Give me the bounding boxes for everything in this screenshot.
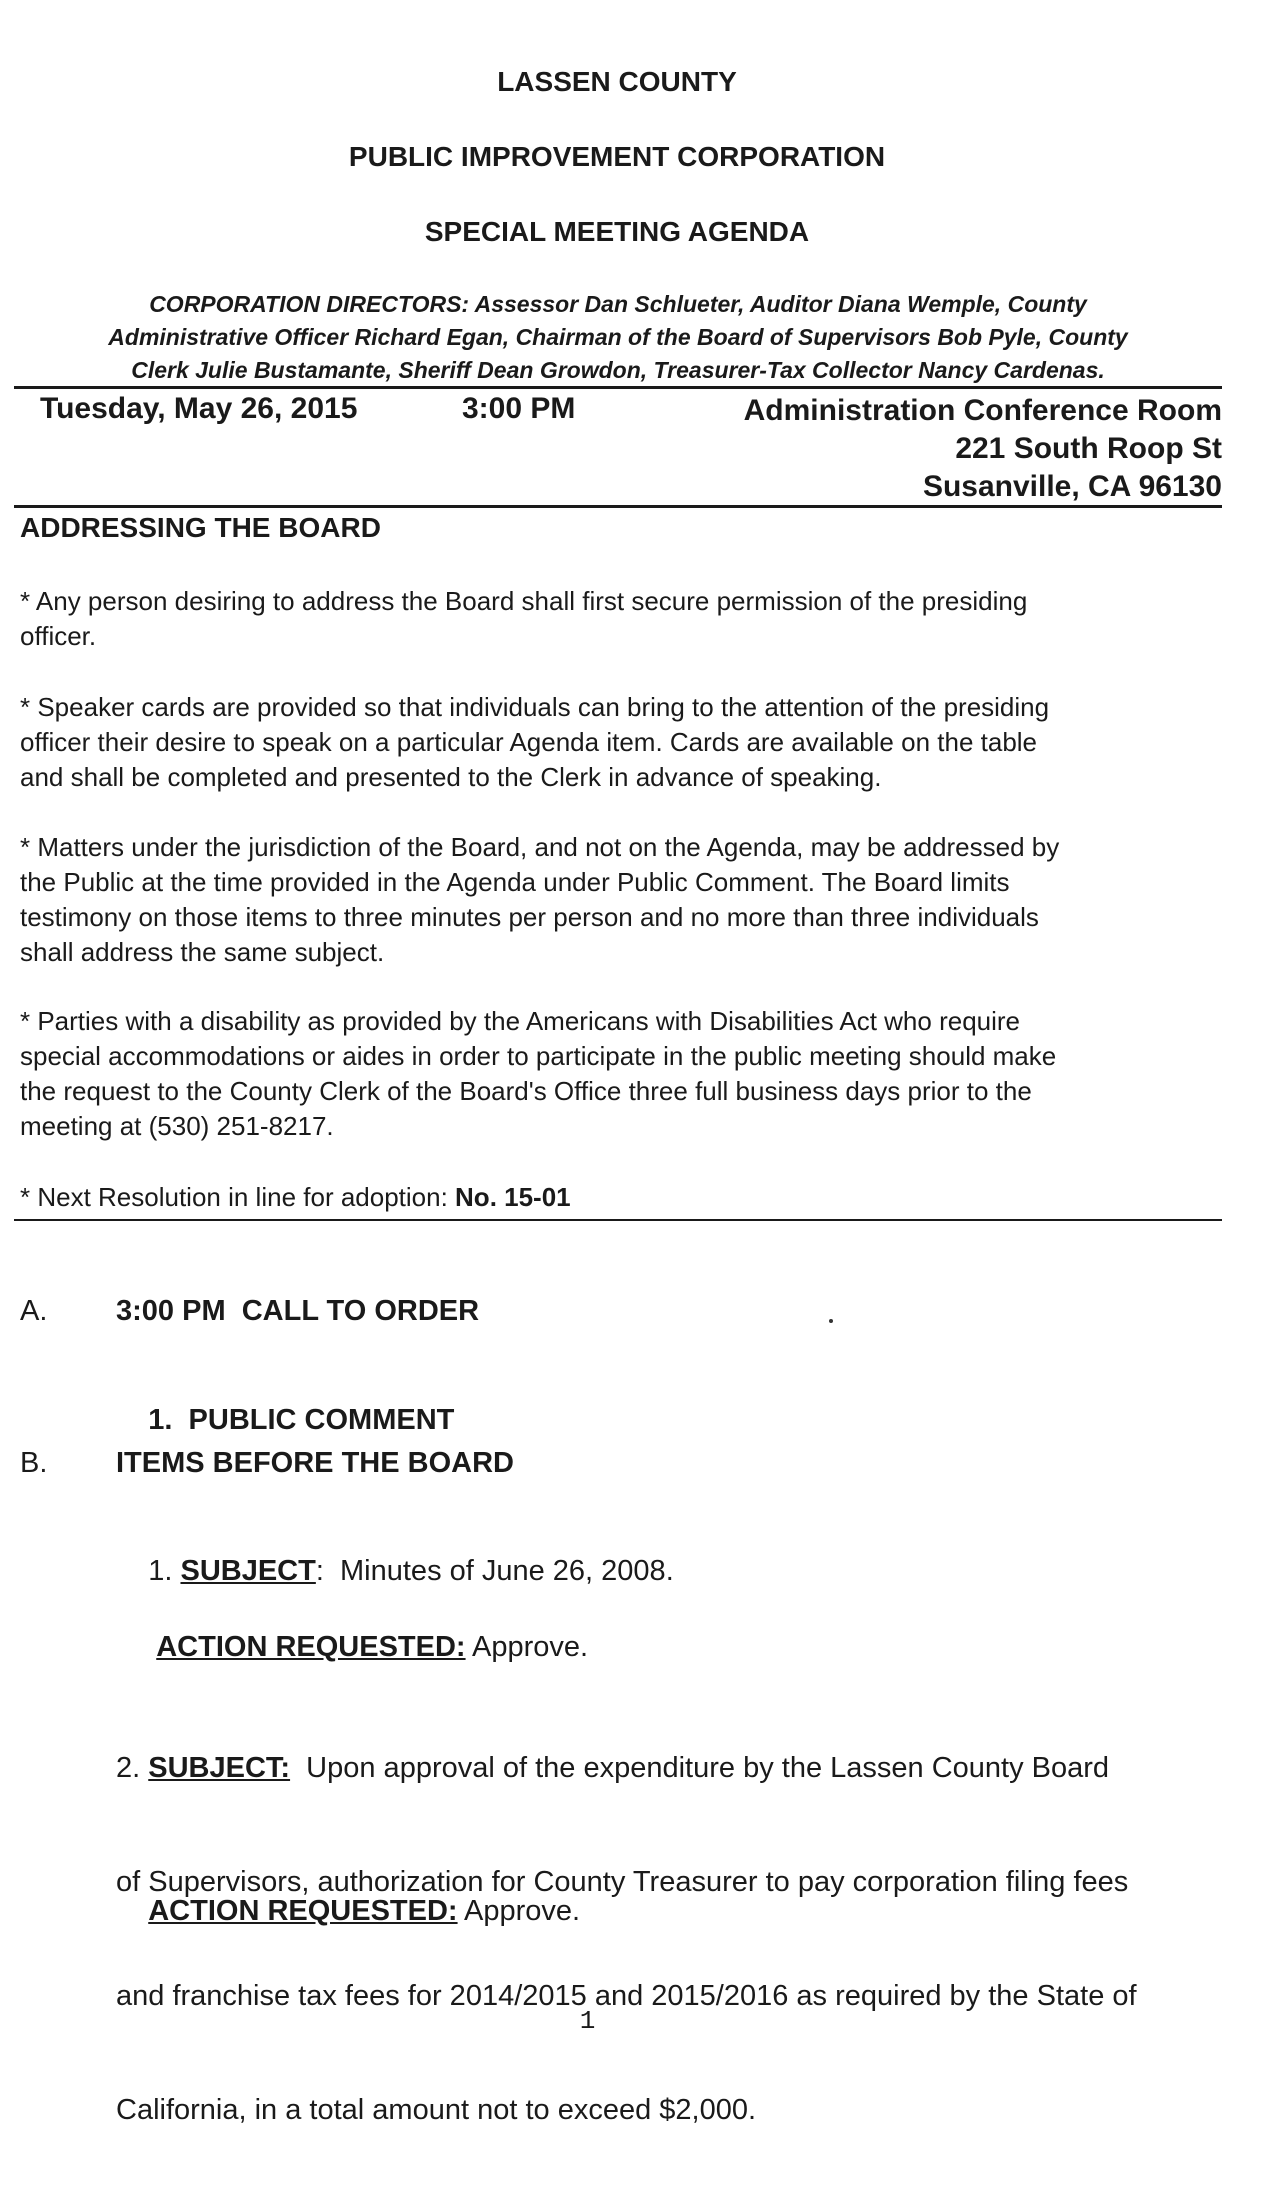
location-street: 221 South Roop St bbox=[955, 432, 1222, 465]
directors-line: Clerk Julie Bustamante, Sheriff Dean Growdon, Treasurer-Tax Collector Nancy Cardenas. bbox=[131, 357, 1105, 383]
divider bbox=[14, 1219, 1222, 1221]
addressing-paragraph bbox=[20, 690, 1220, 795]
paragraph-line: * Parties with a disability as provided by the Americans with Disabilities Act who require bbox=[20, 1006, 1021, 1036]
action-label: ACTION REQUESTED: bbox=[148, 1895, 458, 1927]
item-number: 2. bbox=[116, 1752, 149, 1784]
subject-text: Minutes of June 26, 2008. bbox=[323, 1555, 674, 1587]
paragraph-line: the request to the County Clerk of the Board's Office three full business days prior to the bbox=[20, 1076, 1032, 1106]
item-b2-action bbox=[116, 1862, 580, 1961]
paragraph-line: testimony on those items to three minutes per person and no more than three individuals bbox=[20, 902, 1039, 932]
paragraph-line: the Public at the time provided in the Agenda under Public Comment. The Board limits bbox=[20, 867, 1010, 897]
resolution-label: * Next Resolution in line for adoption: bbox=[20, 1182, 456, 1212]
agenda-title: SPECIAL MEETING AGENDA bbox=[424, 216, 810, 247]
location-city: Susanville, CA 96130 bbox=[922, 470, 1222, 503]
directors-line: CORPORATION DIRECTORS: Assessor Dan Schlueter, Auditor Diana Wemple, County bbox=[149, 291, 1087, 317]
paragraph-line: * Any person desiring to address the Board shall first secure permission of the presiding bbox=[20, 586, 1028, 616]
next-resolution bbox=[20, 1180, 1220, 1215]
section-a-letter: A. bbox=[20, 1295, 48, 1327]
divider bbox=[14, 386, 1222, 389]
subject-colon: : bbox=[315, 1555, 324, 1587]
addressing-paragraph bbox=[20, 584, 1220, 654]
section-a-title: 3:00 PM CALL TO ORDER bbox=[116, 1295, 480, 1327]
paragraph-line: officer. bbox=[20, 621, 97, 651]
action-text: Approve. bbox=[457, 1895, 581, 1927]
paragraph-line: meeting at (530) 251-8217. bbox=[20, 1111, 334, 1141]
paragraph-line: * Speaker cards are provided so that individuals can bring to the attention of the presiding bbox=[20, 692, 1050, 722]
item-number: 1. bbox=[148, 1555, 181, 1587]
page-number: 1 bbox=[579, 2006, 596, 2036]
corporation-title: PUBLIC IMPROVEMENT CORPORATION bbox=[348, 141, 886, 172]
action-text: Approve. bbox=[465, 1631, 589, 1663]
paragraph-line: * Matters under the jurisdiction of the Board, and not on the Agenda, may be addressed by bbox=[20, 832, 1060, 862]
paragraph-line: shall address the same subject. bbox=[20, 937, 385, 967]
addressing-paragraph bbox=[20, 830, 1220, 970]
addressing-heading: ADDRESSING THE BOARD bbox=[20, 512, 381, 543]
item-b2-line bbox=[116, 1749, 1226, 1787]
section-b-letter: B. bbox=[20, 1447, 48, 1479]
item-b2-line: California, in a total amount not to exceed $2,000. bbox=[116, 2094, 757, 2126]
section-b-title: ITEMS BEFORE THE BOARD bbox=[116, 1447, 514, 1479]
paragraph-line: and shall be completed and presented to the Clerk in advance of speaking. bbox=[20, 762, 882, 792]
subject-text: Upon approval of the expenditure by the Lassen County Board bbox=[290, 1752, 1110, 1784]
subject-label: SUBJECT: bbox=[148, 1752, 291, 1784]
divider bbox=[14, 505, 1222, 508]
item-b2-line: of Supervisors, authorization for County Treasurer to pay corporation filing fees bbox=[116, 1866, 1129, 1898]
county-title: LASSEN COUNTY bbox=[497, 66, 737, 97]
meeting-location bbox=[744, 392, 1222, 506]
location-name: Administration Conference Room bbox=[743, 394, 1222, 427]
paragraph-line: special accommodations or aides in order to participate in the public meeting should make bbox=[20, 1041, 1057, 1071]
meeting-date: Tuesday, May 26, 2015 bbox=[40, 392, 358, 425]
subject-label: SUBJECT bbox=[180, 1555, 316, 1587]
public-comment-label: 1. PUBLIC COMMENT bbox=[148, 1404, 455, 1436]
item-b2-line: and franchise tax fees for 2014/2015 and 2015/2016 as required by the State of bbox=[116, 1980, 1137, 2012]
meeting-time: 3:00 PM bbox=[462, 392, 576, 425]
directors-block bbox=[14, 288, 1222, 387]
directors-line: Administrative Officer Richard Egan, Chairman of the Board of Supervisors Bob Pyle, County bbox=[108, 324, 1128, 350]
action-label: ACTION REQUESTED: bbox=[156, 1631, 466, 1663]
resolution-number: No. 15-01 bbox=[455, 1182, 571, 1212]
paragraph-line: officer their desire to speak on a particular Agenda item. Cards are available on the table bbox=[20, 727, 1038, 757]
scan-speck bbox=[829, 1319, 833, 1323]
addressing-paragraph bbox=[20, 1004, 1220, 1144]
